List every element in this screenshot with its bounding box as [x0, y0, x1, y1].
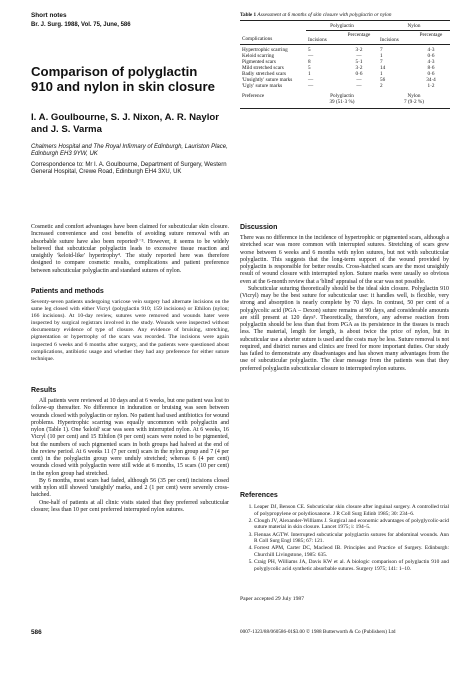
cell: 1 [308, 70, 311, 77]
cell: 0·6 [355, 70, 363, 77]
preference-row [240, 93, 450, 109]
correspondence-address: Correspondence to: Mr I. A. Goulbourne, Department of Surgery, Western General Hospital, Crewe Road, Edinburgh EH4 3XU, UK [31, 162, 227, 176]
discussion-paragraph: Subcuticular suturing theoretically should be the ideal skin closure. Polyglactin 910 (Vicryl) may be the best suture for subcuticular use: it handles well, is flexible, very strong and absorption is nearly complete by 70 days. In contrast, 50 per cent of a polyglycolic acid (PGA – Dexon) suture remains at 90 days, and considerable amounts are still present at 120 days⁵. Theoretically, therefore, any adverse reaction from polyglactin should be less than that from PGA as its persistence in the tissues is much less. The material, length for length, is about twice the price of nylon, but in subcuticular use a shorter suture is used and the costs may be less. Suture removal is not required, and district nurses and clinics are freed for more important duties. Our study has failed to demonstrate any disadvantages and has shown many advantages from the use of subcuticular polyglactin. The clear message from the patients was that they preferred polyglactin subcuticular closure to interrupted nylon sutures. [240, 285, 449, 372]
cell: 1·2 [427, 83, 435, 90]
section-label: Short notes [31, 12, 67, 19]
article-authors: I. A. Goulbourne, S. J. Nixon, A. R. Naylor and J. S. Varma [31, 112, 219, 135]
cell: 4·3 [427, 58, 435, 65]
cell: 7 [380, 46, 383, 53]
cell: 7 [380, 58, 383, 65]
cell: — [308, 52, 314, 59]
page-number: 586 [31, 629, 42, 636]
preference-label: Preference [242, 93, 265, 100]
discussion-body [240, 235, 449, 373]
cell: — [356, 52, 362, 59]
group-polyglactin-header: Polyglactin [306, 21, 378, 30]
cell: 34·4 [426, 77, 436, 84]
cell: 2 [380, 83, 383, 90]
reference-item: 1. Leaper DJ, Benson CE. Subcuticular skin closure after inguinal surgery. A controlled trial of polypropylene or polydioxanone. J R Coll Surg Edinb 1985; 30: 234–6. [254, 504, 449, 517]
preference-polyglactin [306, 93, 378, 109]
cell: 1 [380, 52, 383, 59]
cell: 4·3 [427, 46, 435, 53]
row-label: Badly stretched scars [242, 70, 287, 77]
group-nylon-header: Nylon [378, 21, 450, 30]
abstract: Cosmetic and comfort advantages have been claimed for subcuticular skin closure. Increased convenience and cost benefits of avoiding suture removal with an absorbable suture have also been reported¹⁻³. However, it seems to be widely believed that subcuticular polyglactin leads to excessive tissue reaction and unsightly 'keloid-like' hypertrophy⁴. The study reported here was therefore designed to compare cosmetic results, complications and patient preference between subcuticular polyglactin and standard sutures of nylon. [31, 224, 229, 274]
row-label: Hypertrophic scarring [242, 46, 288, 53]
accepted-date: Paper accepted 29 July 1987 [240, 596, 304, 602]
results-paragraph: All patients were reviewed at 10 days and at 6 weeks, but one patient was lost to follow-up thereafter. No difference in induration or bruising was seen between wounds closed with polyglactin or nylon. No patient had used antibiotics for wound problems. Hypertrophic scarring was equally uncommon with polyglactin and nylon (Table 1). One 'keloid' scar was seen with interrupted nylon. At 6 weeks, 16 Vicryl (10 per cent) and 15 Ethilon (9 per cent) scars were noted to be pigmented, but the numbers of such pigmented scars in both groups had halved at the end of the review period. At 6 weeks 11 (7 per cent) scars in the nylon group and 7 (4 per cent) in the polyglactin group were unduly stretched; whereas 6 (4 per cent) wounds closed with polyglactin were still wide at 6 months, 15 scars (10 per cent) in the nylon group had stretched. [31, 398, 229, 477]
row-label: Pigmented scars [242, 58, 276, 65]
cell: 14 [380, 64, 386, 71]
journal-citation: Br. J. Surg. 1988, Vol. 75, June, 586 [31, 22, 131, 28]
col-incisions-header: Incisions [308, 36, 327, 43]
cell: 5 [308, 46, 311, 53]
discussion-paragraph: There was no difference in the incidence of hypertrophic or pigmented scars, although a stretched scar was more common with interrupted sutures. Stretching of scars grew worse between 6 weeks and 6 months with nylon sutures, but not with subcuticular polyglactin. This suggests that the long-term support of the wound provided by polyglactin is responsible for better results. Cross-hatched scars are the most unsightly result of wound closure with interrupted nylon. Suture marks were usually so obvious even at the 6-month review that a 'blind' appraisal of the scar was not possible. [240, 235, 449, 285]
reference-item: 4. Forrest APM, Carter DC, Macleod IB. Principles and Practice of Surgery. Edinburgh: Churchill Livingstone, 1985: 635. [254, 545, 449, 558]
results-heading: Results [31, 387, 57, 394]
cell: 3·2 [355, 64, 363, 71]
patients-methods-heading: Patients and methods [31, 288, 104, 295]
cell: 5·1 [355, 58, 363, 65]
results-paragraph: One-half of patients at all clinic visits stated that they preferred subcuticular closure; less than 10 per cent preferred interrupted nylon sutures. [31, 499, 229, 513]
complications-table [240, 20, 450, 109]
row-label: Mild stretched scars [242, 64, 284, 71]
cell: 3·2 [355, 46, 363, 53]
cell: — [308, 77, 314, 84]
col-percentage-header: Percentage [419, 31, 443, 38]
preference-nylon-value: 7 (9·2 %) [404, 99, 424, 106]
col-percentage-header: Percentage [347, 31, 371, 38]
cell: 8 [308, 58, 311, 65]
reference-item: 2. Clough JV, Alexander-Williams J. Surgical and economic advantages of polyglycolic-acid suture material in skin closure. Lancet 1975; i: 194–5. [254, 518, 449, 531]
table-caption [240, 12, 450, 18]
preference-nylon [378, 93, 450, 109]
cell: 8·6 [427, 64, 435, 71]
author-affiliation: Chalmers Hospital and The Royal Infirmary of Edinburgh, Lauriston Place, Edinburgh EH3 9YW, UK [31, 144, 228, 158]
results-paragraph: By 6 months, most scars had faded, although 56 (35 per cent) incisions closed with nylon still showed 'unsightly' marks, and 2 (1 per cent) were severely cross-hatched. [31, 477, 229, 499]
preference-nylon-name: Nylon [407, 93, 421, 100]
cell: 0·6 [427, 52, 435, 59]
table-caption-label: Table 1 [240, 12, 257, 18]
cell: — [356, 83, 362, 90]
col-incisions-header: Incisions [380, 36, 399, 43]
reference-list [240, 504, 449, 573]
col-complications-header: Complications [242, 36, 273, 42]
copyright-line: 0007-1323/88/060586-01$3.00 © 1988 Butterworth & Co (Publishers) Ltd [240, 629, 396, 635]
patients-methods-text: Seventy-seven patients undergoing varicose vein surgery had alternate incisions on the same leg closed with either Vicryl (polyglactin 910; 159 incisions) or Ethilon (nylon; 166 incisions). At 10-day review, sutures were removed and wounds hater were inspected by surgical registrars involved in the study. Wounds were inspected without documentary evidence of type of closure. Any evidence of bruising, stretching, pigmentation or hypertrophy of the scars was recorded. The incisions were again inspected 6 weeks and 6 months after surgery, and the patients were questioned about complications, antibiotic usage and whether they had any preference for either suture technique. [31, 299, 229, 362]
table-1 [240, 12, 450, 109]
cell: — [356, 77, 362, 84]
table-caption-text: Assessment at 6 months of skin closure with polyglactin or nylon [257, 12, 392, 18]
references-heading: References [240, 492, 278, 499]
results-body [31, 398, 229, 514]
row-label: 'Unsightly' suture marks [242, 77, 293, 84]
row-label: Keloid scarring [242, 52, 275, 59]
article-title: Comparison of polyglactin 910 and nylon in skin closure [31, 64, 215, 94]
reference-item: 5. Craig PH, Williams JA, Davis KW et al. A biologic comparison of polyglactin 910 and polyglycolic acid synthetic absorbable sutures. Surgery 1975; 141: 1–10. [254, 559, 449, 572]
cell: — [308, 83, 314, 90]
preference-polyglactin-name: Polyglactin [330, 93, 354, 100]
cell: 0·6 [427, 70, 435, 77]
discussion-heading: Discussion [240, 224, 278, 231]
preference-polyglactin-value: 39 (51·3 %) [329, 99, 355, 106]
row-label: 'Ugly' suture marks [242, 83, 283, 90]
cell: 5 [308, 64, 311, 71]
cell: 1 [380, 70, 383, 77]
cell: 56 [380, 77, 386, 84]
reference-item: 3. Flennas AGTW. Interrupted subcuticular polyglactin sutures for abdominal wounds. Ann R Coll Surg Engl 1985; 67: 121. [254, 532, 449, 545]
